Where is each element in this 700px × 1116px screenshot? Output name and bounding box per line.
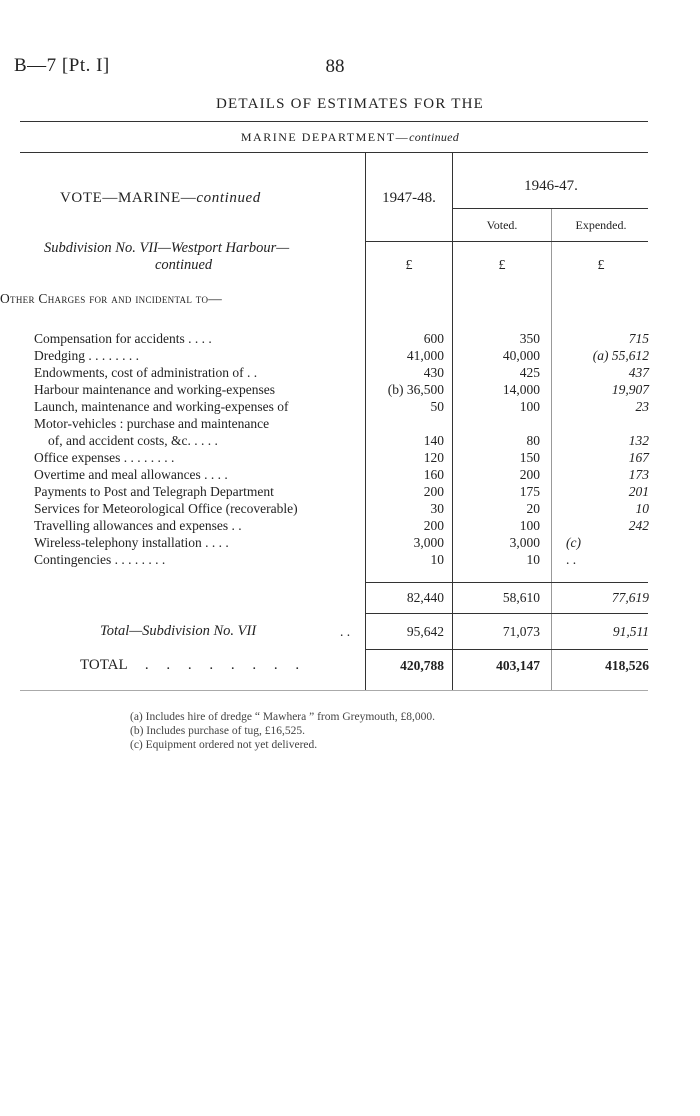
grand-total-label: TOTAL . . . . . . . . (80, 657, 300, 673)
currency-voted: £ (498, 258, 506, 273)
table-row-voted: 20 (526, 501, 540, 516)
table-row-label: Dredging . . . . . . . . (34, 348, 139, 363)
table-row-expended: 19,907 (611, 382, 649, 397)
col-1947-header: 1947-48. (382, 190, 436, 206)
table-row-1947: 600 (423, 331, 444, 346)
table-row-voted: 40,000 (502, 348, 540, 363)
document-reference: B—7 [Pt. I] (14, 55, 110, 76)
total-subdivision-dots: . . (340, 624, 351, 639)
subtitle-main: MARINE DEPARTMENT— (240, 130, 410, 144)
column-header-rule (365, 241, 648, 242)
vote-title-main: VOTE—MARINE— (60, 190, 197, 206)
grand-total-expended: 418,526 (605, 658, 649, 673)
footnote-b: (b) Includes purchase of tug, £16,525. (130, 725, 306, 737)
table-row-1947: 140 (423, 433, 444, 448)
vote-title (60, 190, 261, 207)
col-expended-header: Expended. (575, 218, 627, 232)
table-row-label: Overtime and meal allowances . . . . (34, 467, 228, 482)
table-row-label: Office expenses . . . . . . . . (34, 450, 175, 465)
table-row-expended: 173 (628, 467, 649, 482)
table-row-voted: 200 (519, 467, 540, 482)
total-subdivision-label: Total—Subdivision No. VII (100, 623, 257, 639)
column-divider-3 (551, 209, 552, 690)
grand-total-1947: 420,788 (400, 658, 444, 673)
table-row-voted: 425 (519, 365, 540, 380)
table-row-expended: 10 (635, 501, 649, 516)
total-subdivision-voted: 71,073 (502, 624, 540, 639)
table-row-label: Contingencies . . . . . . . . (34, 552, 166, 567)
grand-total-voted: 403,147 (496, 658, 540, 673)
table-row-1947: 200 (423, 518, 444, 533)
table-row-expended: . . (566, 552, 577, 567)
subtitle-italic: continued (409, 130, 460, 144)
subdivision-title: Subdivision No. VII—Westport Harbour— (44, 240, 290, 256)
table-row-label: Motor-vehicles : purchase and maintenance (34, 416, 270, 431)
table-row-expended: 201 (628, 484, 649, 499)
table-row-1947: 10 (430, 552, 444, 567)
footnote-a: (a) Includes hire of dredge “ Mawhera ” from Greymouth, £8,000. (130, 711, 435, 723)
table-row-expended: (a) 55,612 (592, 348, 649, 363)
table-row-1947: 30 (430, 501, 444, 516)
subtotal-voted: 58,610 (502, 590, 540, 605)
year-header-rule (452, 208, 648, 209)
table-bottom-rule (20, 690, 648, 691)
subdivision-continued: continued (155, 257, 213, 273)
table-row-expended: 242 (628, 518, 649, 533)
section-heading: Other Charges for and incidental to— (0, 291, 223, 306)
table-row-expended: (c) (566, 535, 581, 550)
footnote-c: (c) Equipment ordered not yet delivered. (130, 739, 318, 751)
table-row-expended: 715 (628, 331, 649, 346)
table-row-1947: 430 (423, 365, 444, 380)
table-row-expended: 23 (635, 399, 649, 414)
table-row-label: Endowments, cost of administration of . . (34, 365, 258, 380)
table-row-1947: 120 (423, 450, 444, 465)
vote-title-italic: continued (196, 190, 261, 206)
subtotal-expended: 77,619 (611, 590, 649, 605)
page-number: 88 (325, 56, 345, 77)
table-row-voted: 175 (519, 484, 540, 499)
col-1946-header: 1946-47. (524, 178, 578, 194)
table-row-expended: 132 (628, 433, 649, 448)
table-row-voted: 350 (519, 331, 540, 346)
page-subtitle (0, 130, 700, 145)
table-row-label: Harbour maintenance and working-expenses (34, 382, 276, 397)
table-row-voted: 3,000 (509, 535, 540, 550)
table-row-label: Travelling allowances and expenses . . (34, 518, 242, 533)
table-row-label: Services for Meteorological Office (recoverable) (34, 501, 298, 516)
table-row-voted: 80 (526, 433, 540, 448)
table-row-1947: 50 (430, 399, 444, 414)
table-row-1947: 41,000 (406, 348, 444, 363)
table-row-voted: 100 (519, 518, 540, 533)
table-row-expended: 167 (628, 450, 649, 465)
total-subdivision-rule (365, 613, 648, 614)
currency-1947: £ (405, 258, 413, 273)
subtotal-rule (365, 582, 648, 583)
table-row-label: Compensation for accidents . . . . (34, 331, 212, 346)
table-row-voted: 150 (519, 450, 540, 465)
total-subdivision-expended: 91,511 (612, 624, 649, 639)
column-divider-1 (365, 153, 366, 690)
table-row-label: Wireless-telephony installation . . . . (34, 535, 229, 550)
table-row-1947: (b) 36,500 (387, 382, 444, 397)
currency-expended: £ (597, 258, 605, 273)
subtotal-1947: 82,440 (406, 590, 444, 605)
table-row-voted: 10 (526, 552, 540, 567)
total-subdivision-1947: 95,642 (406, 624, 444, 639)
grand-total-rule (365, 649, 648, 650)
table-row-voted: 100 (519, 399, 540, 414)
table-top-rule (20, 152, 648, 153)
page-title: DETAILS OF ESTIMATES FOR THE (216, 96, 484, 112)
table-row-1947: 200 (423, 484, 444, 499)
table-row-voted: 14,000 (502, 382, 540, 397)
table-row-1947: 160 (423, 467, 444, 482)
table-row-expended: 437 (628, 365, 649, 380)
table-row-label: Payments to Post and Telegraph Department (34, 484, 274, 499)
table-row-label: of, and accident costs, &c. . . . . (48, 433, 218, 448)
column-divider-2 (452, 153, 453, 690)
col-voted-header: Voted. (486, 218, 518, 232)
table-row-label: Launch, maintenance and working-expenses of (34, 399, 289, 414)
title-rule (20, 121, 648, 122)
table-row-1947: 3,000 (413, 535, 444, 550)
